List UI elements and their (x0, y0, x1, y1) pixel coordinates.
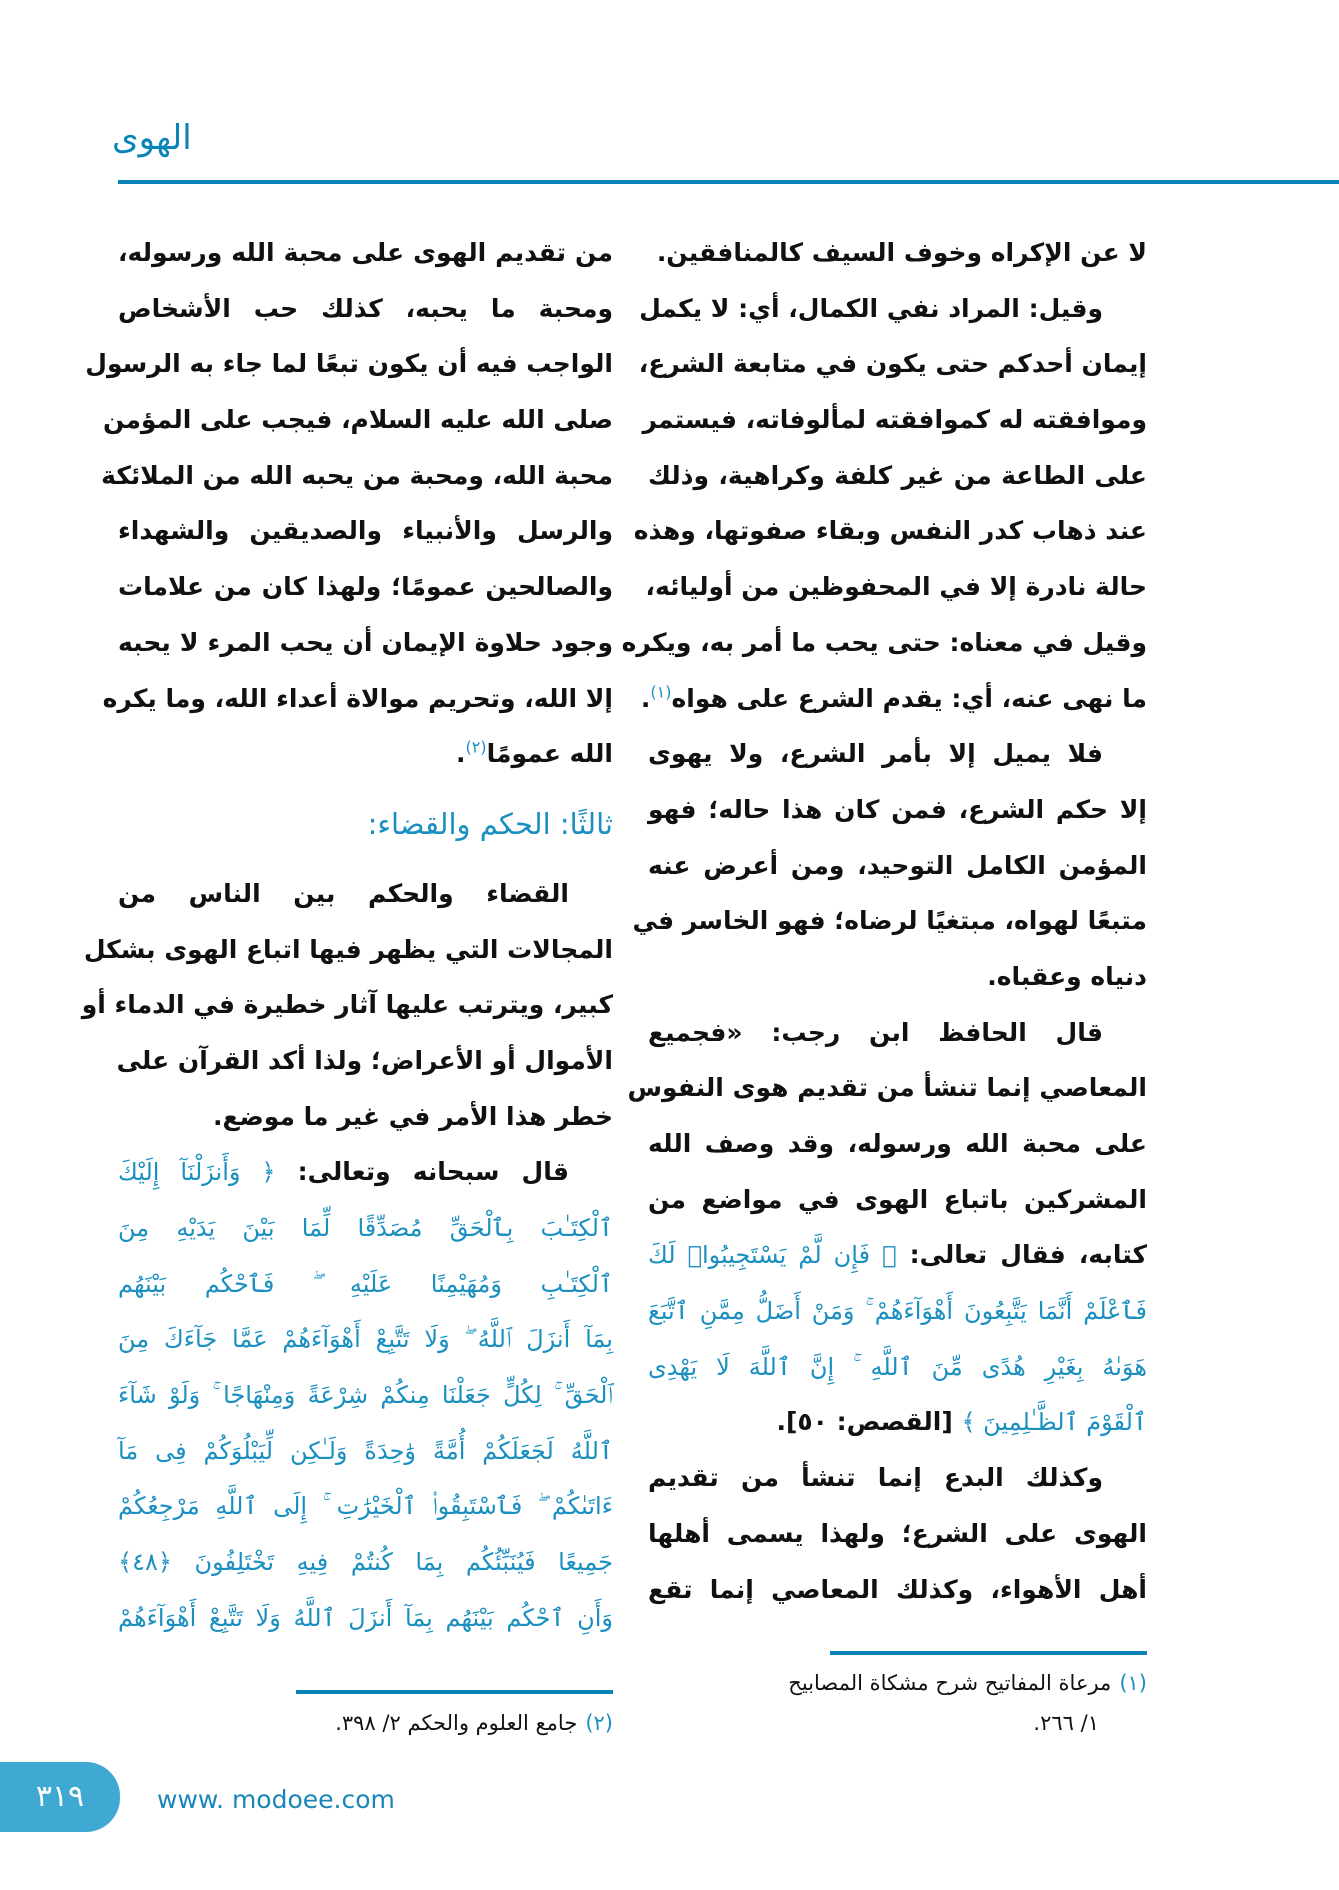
quran-verse: بِمَآ أَنزَلَ ٱللَّهُ ۖ وَلَا تَتَّبِعْ أَهْوَآءَهُمْ عَمَّا جَآءَكَ مِنَ (118, 1325, 613, 1354)
text: كبير، ويترتب عليها آثار خطيرة في الدماء أو (81, 990, 613, 1020)
text: دنياه وعقباه. (987, 961, 1147, 991)
quran-verse: ءَاتَىٰكُمْ ۖ فَٱسْتَبِقُوا۟ ٱلْخَيْرَٰتِ ۚ إِلَى ٱللَّهِ مَرْجِعُكُمْ (118, 1492, 613, 1521)
text-line (648, 726, 1147, 782)
text-line (648, 1172, 1147, 1228)
header-divider (118, 180, 1339, 184)
footnote-2 (335, 1703, 613, 1743)
text: ومحبة ما يحبه، كذلك حب الأشخاص (118, 293, 613, 323)
text-line (648, 1394, 1147, 1450)
text-line (648, 1116, 1147, 1172)
text-line (118, 1534, 613, 1590)
text-line (640, 671, 1147, 727)
text-line (648, 225, 1147, 281)
text: لا عن الإكراه وخوف السيف كالمنافقين. (656, 238, 1147, 267)
text-line (648, 1562, 1147, 1618)
footnote-1 (788, 1663, 1147, 1703)
text-line (83, 922, 613, 978)
text: وقيل في معناه: حتى يحب ما أمر به، ويكره (621, 627, 1147, 657)
quran-verse: ٱلْكِتَـٰبِ وَمُهَيْمِنًا عَلَيْهِ ۖ فَٱحْكُم بَيْنَهُم (118, 1269, 613, 1298)
website-link[interactable]: www. modoee.com (157, 1785, 395, 1814)
text: المعاصي إنما تنشأ من تقديم هوى النفوس (627, 1073, 1147, 1103)
text: الواجب فيه أن يكون تبعًا لما جاء به الرسول (85, 349, 613, 379)
footnote-text: جامع العلوم والحكم ٢/ ٣٩٨. (335, 1711, 578, 1735)
text: والصالحين عمومًا؛ ولهذا كان من علامات (118, 572, 613, 602)
text-line (648, 949, 1147, 1005)
footnote-ref[interactable]: (١) (650, 682, 672, 702)
text-line (81, 977, 613, 1033)
text: قال سبحانه وتعالى: (275, 1157, 569, 1187)
quran-verse: هَوَىٰهُ بِغَيْرِ هُدًى مِّنَ ٱللَّهِ ۚ إِنَّ ٱللَّهَ لَا يَهْدِى (648, 1352, 1147, 1381)
text-line (648, 1227, 1147, 1283)
page-number-badge: ٣١٩ (0, 1762, 120, 1832)
text: إيمان أحدكم حتى يكون في متابعة الشرع، (638, 349, 1147, 379)
quran-verse: ﴿ فَإِن لَّمْ يَسْتَجِيبُوا۟ لَكَ (648, 1241, 897, 1270)
text: كتابه، فقال تعالى: (896, 1240, 1147, 1270)
text-line (118, 726, 613, 782)
text-line (633, 503, 1147, 559)
text-line (118, 1144, 613, 1200)
footnote-divider (830, 1651, 1147, 1655)
section-heading (118, 782, 613, 866)
text-line (648, 838, 1147, 894)
text-line (118, 225, 613, 281)
quran-verse: ﴿ وَأَنزَلْنَآ إِلَيْكَ (118, 1158, 276, 1187)
text: المؤمن الكامل التوحيد، ومن أعرض عنه (648, 850, 1147, 880)
text: . (640, 683, 651, 713)
text-line (648, 1005, 1147, 1061)
text-line (118, 1256, 613, 1312)
text-line (118, 1367, 613, 1423)
footnote-1-continuation: ١/ ٢٦٦. (1033, 1711, 1099, 1735)
left-column (81, 225, 613, 1646)
right-column (621, 225, 1147, 1617)
quran-verse: ٱلْقَوْمَ ٱلظَّـٰلِمِينَ ﴾ (961, 1408, 1147, 1437)
quran-verse: ٱلْحَقِّ ۚ لِكُلٍّ جَعَلْنَا مِنكُمْ شِرْعَةً وَمِنْهَاجًا ۚ وَلَوْ شَآءَ (118, 1381, 613, 1410)
text-line (118, 1590, 613, 1646)
text: عند ذهاب كدر النفس وبقاء صفوتها، وهذه (633, 516, 1147, 546)
footnote-divider (296, 1690, 613, 1694)
text: وجود حلاوة الإيمان أن يحب المرء لا يحبه (118, 627, 613, 657)
text-line (118, 1089, 613, 1145)
text: وقيل: المراد نفي الكمال، أي: لا يكمل (639, 293, 1103, 323)
text-line (102, 671, 613, 727)
text: المشركين باتباع الهوى في مواضع من (648, 1184, 1147, 1214)
text-line (118, 1478, 613, 1534)
text-line (632, 893, 1147, 949)
text-line (648, 1283, 1147, 1339)
text: قال الحافظ ابن رجب: «فجميع (648, 1017, 1103, 1047)
text: خطر هذا الأمر في غير ما موضع. (213, 1101, 613, 1131)
text-line (648, 1339, 1147, 1395)
quran-verse: ٱللَّهُ لَجَعَلَكُمْ أُمَّةً وَٰحِدَةً وَلَـٰكِن لِّيَبْلُوَكُمْ فِى مَآ (118, 1436, 613, 1465)
text: والرسل والأنبياء والصديقين والشهداء (118, 516, 613, 546)
text-line (118, 1423, 613, 1479)
text-line (627, 1060, 1147, 1116)
text: على محبة الله ورسوله، وقد وصف الله (648, 1129, 1147, 1158)
quran-verse: فَٱعْلَمْ أَنَّمَا يَتَّبِعُونَ أَهْوَآءَهُمْ ۚ وَمَنْ أَضَلُّ مِمَّنِ ٱتَّبَعَ (648, 1297, 1147, 1326)
footnote-text: مرعاة المفاتيح شرح مشكاة المصابيح (788, 1671, 1112, 1695)
text: حالة نادرة إلا في المحفوظين من أوليائه، (645, 572, 1147, 602)
text-line (638, 336, 1147, 392)
text-line (639, 281, 1147, 337)
text-line (118, 1311, 613, 1367)
text-line (648, 448, 1147, 504)
footnote-ref[interactable]: (٢) (465, 737, 487, 757)
text-line (648, 782, 1147, 838)
text: ما نهى عنه، أي: يقدم الشرع على هواه (671, 683, 1147, 713)
text: من تقديم الهوى على محبة الله ورسوله، (118, 238, 613, 267)
text-line (118, 1033, 613, 1089)
text: وموافقته له كموافقته لمألوفاته، فيستمر (642, 405, 1147, 435)
text-line (118, 281, 613, 337)
text-line (642, 392, 1147, 448)
footnote-number: (٢) (585, 1711, 613, 1735)
text-line (102, 392, 613, 448)
text-line (85, 336, 613, 392)
chapter-title: الهوى (112, 118, 192, 158)
text: الله عمومًا (486, 739, 613, 769)
text: فلا يميل إلا بأمر الشرع، ولا يهوى (648, 739, 1103, 769)
quran-verse: ٱلْكِتَـٰبَ بِٱلْحَقِّ مُصَدِّقًا لِّمَا بَيْنَ يَدَيْهِ مِنَ (118, 1214, 613, 1242)
text: إلا الله، وتحريم موالاة أعداء الله، وما يكره (102, 683, 613, 713)
quran-verse: وَأَنِ ٱحْكُم بَيْنَهُم بِمَآ أَنزَلَ ٱللَّهُ وَلَا تَتَّبِعْ أَهْوَآءَهُمْ (118, 1603, 613, 1632)
text-line (648, 1450, 1147, 1506)
text: المجالات التي يظهر فيها اتباع الهوى بشكل (83, 934, 613, 964)
text: الهوى على الشرع؛ ولهذا يسمى أهلها (648, 1518, 1147, 1548)
text-line (118, 615, 613, 671)
text: القضاء والحكم بين الناس من (118, 878, 569, 908)
text: [القصص: ٥٠]. (776, 1407, 962, 1437)
text: أهل الأهواء، وكذلك المعاصي إنما تقع (648, 1574, 1147, 1604)
text-line (118, 559, 613, 615)
quran-verse: جَمِيعًا فَيُنَبِّئُكُم بِمَا كُنتُمْ فِيهِ تَخْتَلِفُونَ ﴿٤٨﴾ (118, 1548, 613, 1577)
text: متبعًا لهواه، مبتغيًا لرضاه؛ فهو الخاسر في (632, 906, 1147, 936)
text: إلا حكم الشرع، فمن كان هذا حاله؛ فهو (648, 794, 1147, 824)
text: الأموال أو الأعراض؛ ولذا أكد القرآن على (116, 1045, 613, 1075)
text-line (621, 615, 1147, 671)
text: محبة الله، ومحبة من يحبه الله من الملائكة (101, 460, 613, 490)
text-line (648, 1506, 1147, 1562)
text-line (118, 866, 613, 922)
text-line (118, 503, 613, 559)
text: ثالثًا: الحكم والقضاء: (367, 806, 613, 841)
text: . (456, 739, 466, 769)
text-line (101, 448, 613, 504)
text-line (118, 1200, 613, 1256)
footnote-number: (١) (1119, 1671, 1147, 1695)
text: وكذلك البدع إنما تنشأ من تقديم (648, 1463, 1103, 1493)
text: على الطاعة من غير كلفة وكراهية، وذلك (648, 460, 1147, 490)
text-line (645, 559, 1147, 615)
text: صلى الله عليه السلام، فيجب على المؤمن (102, 405, 613, 435)
